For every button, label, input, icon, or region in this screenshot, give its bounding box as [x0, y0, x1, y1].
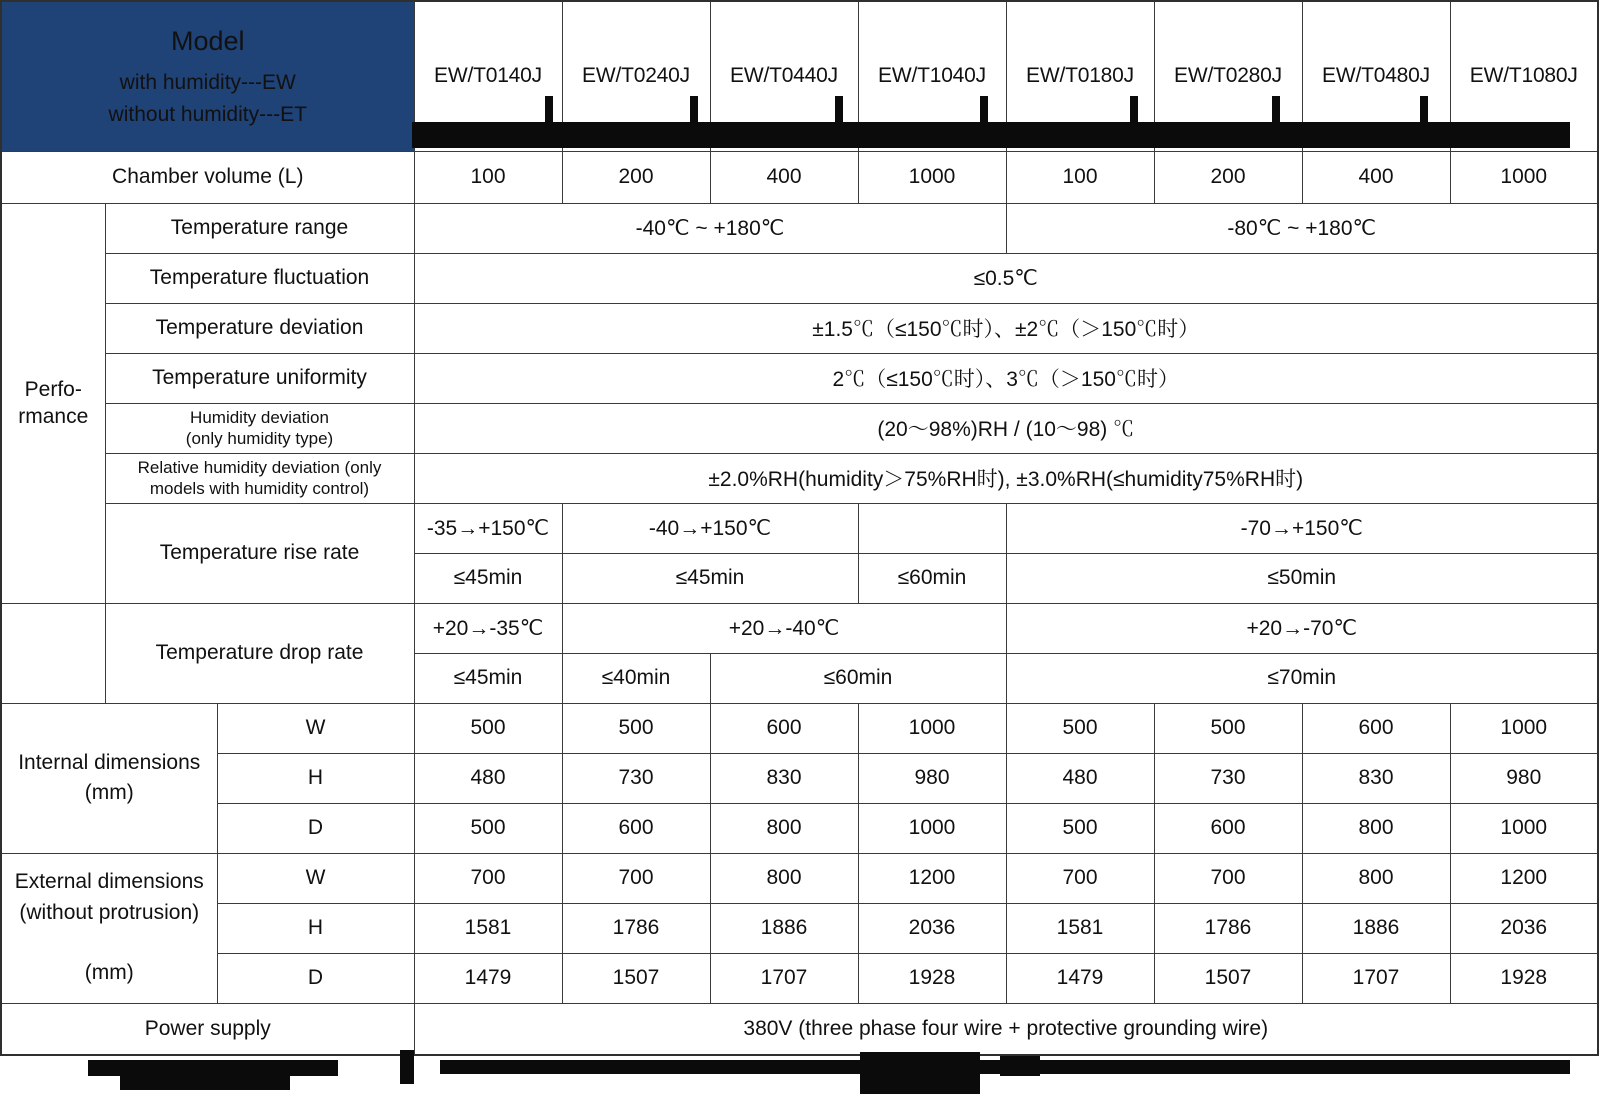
dim-letter-d: D: [217, 953, 414, 1003]
scan-artifact: [120, 1076, 290, 1090]
performance-label-line1: Perfo-: [24, 377, 82, 401]
cell-internal-d: 1000: [858, 803, 1006, 853]
table-row: [1, 703, 1598, 753]
scan-artifact: [980, 96, 988, 126]
row-label-power-supply: Power supply: [1, 1003, 414, 1055]
model-column-header: EW/T0140J: [414, 1, 562, 151]
scan-artifact: [1000, 1056, 1040, 1076]
table-row: [1, 253, 1598, 303]
cell-external-w: 1200: [858, 853, 1006, 903]
cell-external-h: 1581: [414, 903, 562, 953]
cell-chamber-volume: 400: [710, 151, 858, 203]
model-column-header: EW/T0280J: [1154, 1, 1302, 151]
cell-internal-w: 500: [1154, 703, 1302, 753]
table-row: [1, 353, 1598, 403]
cell-temperature-rise-range: -40→+150℃: [562, 503, 858, 553]
cell-temperature-rise-time: ≤60min: [858, 553, 1006, 603]
external-dimensions-label-line2: (without protrusion): [19, 900, 200, 924]
cell-external-w: 700: [414, 853, 562, 903]
cell-power-supply: 380V (three phase four wire + protective grounding wire): [414, 1003, 1598, 1055]
scan-artifact: [860, 1052, 980, 1094]
table-row: [1, 203, 1598, 253]
cell-temperature-fluctuation: ≤0.5℃: [414, 253, 1598, 303]
table-row: [1, 1003, 1598, 1055]
model-column-header: EW/T1080J: [1450, 1, 1598, 151]
table-row: [1, 303, 1598, 353]
row-label-humidity-deviation: [105, 403, 414, 453]
cell-temperature-drop-time: ≤60min: [710, 653, 1006, 703]
dim-letter-w: W: [217, 853, 414, 903]
cell-internal-w: 1000: [1450, 703, 1598, 753]
external-dimensions-label-line1: External dimensions: [14, 870, 204, 894]
scan-artifact: [835, 96, 843, 126]
cell-internal-w: 500: [1006, 703, 1154, 753]
cell-internal-d: 500: [414, 803, 562, 853]
row-label-performance: [1, 203, 105, 603]
model-column-header: EW/T0440J: [710, 1, 858, 151]
cell-external-d: 1707: [710, 953, 858, 1003]
internal-dimensions-label-line2: (mm): [84, 781, 134, 804]
cell-temperature-range-right: -80℃ ~ +180℃: [1006, 203, 1598, 253]
cell-internal-d: 1000: [1450, 803, 1598, 853]
cell-internal-h: 830: [710, 753, 858, 803]
cell-internal-w: 600: [710, 703, 858, 753]
model-column-header: EW/T1040J: [858, 1, 1006, 151]
model-column-header: EW/T0240J: [562, 1, 710, 151]
scan-artifact: [1272, 96, 1280, 126]
cell-chamber-volume: 1000: [1450, 151, 1598, 203]
cell-external-h: 1581: [1006, 903, 1154, 953]
model-title: Model: [170, 25, 245, 56]
cell-internal-h: 730: [562, 753, 710, 803]
cell-external-d: 1479: [414, 953, 562, 1003]
cell-humidity-deviation: (20～98%)RH / (10～98) ℃: [414, 403, 1598, 453]
row-label-external-dimensions: [1, 853, 217, 1003]
cell-external-w: 700: [562, 853, 710, 903]
cell-internal-h: 980: [858, 753, 1006, 803]
model-column-header: EW/T0180J: [1006, 1, 1154, 151]
table-row: [1, 403, 1598, 453]
cell-temperature-deviation: ±1.5℃（≤150℃时）、±2℃（＞150℃时）: [414, 303, 1598, 353]
scan-artifact: [400, 1050, 414, 1084]
relative-humidity-label-line1: Relative humidity deviation (only: [137, 457, 382, 477]
cell-temperature-uniformity: 2℃（≤150℃时）、3℃（＞150℃时）: [414, 353, 1598, 403]
scan-artifact: [412, 122, 1570, 148]
cell-internal-w: 500: [562, 703, 710, 753]
scan-artifact: [1420, 96, 1428, 126]
cell-internal-d: 600: [562, 803, 710, 853]
cell-internal-d: 600: [1154, 803, 1302, 853]
cell-temperature-rise-range: -35→+150℃: [414, 503, 562, 553]
spacer-performance-cell: [1, 603, 105, 653]
table-row: [1, 803, 1598, 853]
cell-temperature-drop-range: +20→-70℃: [1006, 603, 1598, 653]
scan-artifact: [690, 96, 698, 126]
cell-internal-h: 480: [1006, 753, 1154, 803]
cell-external-h: 1786: [1154, 903, 1302, 953]
humidity-deviation-label-line2: (only humidity type): [185, 429, 334, 448]
table-row: [1, 903, 1598, 953]
cell-external-w: 700: [1006, 853, 1154, 903]
cell-external-w: 800: [1302, 853, 1450, 903]
cell-external-h: 1886: [1302, 903, 1450, 953]
table-row: [1, 503, 1598, 553]
cell-internal-w: 1000: [858, 703, 1006, 753]
table-row: [1, 953, 1598, 1003]
cell-relative-humidity-deviation: ±2.0%RH(humidity＞75%RH时), ±3.0%RH(≤humidity75%RH时): [414, 453, 1598, 503]
cell-chamber-volume: 1000: [858, 151, 1006, 203]
cell-external-d: 1707: [1302, 953, 1450, 1003]
cell-external-d: 1507: [562, 953, 710, 1003]
cell-internal-h: 980: [1450, 753, 1598, 803]
cell-chamber-volume: 200: [1154, 151, 1302, 203]
external-dimensions-label-line3: (mm): [84, 961, 134, 985]
performance-label-line2: rmance: [18, 405, 89, 428]
cell-temperature-rise-range: -70→+150℃: [1006, 503, 1598, 553]
cell-chamber-volume: 100: [1006, 151, 1154, 203]
cell-external-d: 1928: [1450, 953, 1598, 1003]
cell-temperature-range-left: -40℃ ~ +180℃: [414, 203, 1006, 253]
cell-internal-d: 500: [1006, 803, 1154, 853]
row-label-chamber-volume: Chamber volume (L): [1, 151, 414, 203]
relative-humidity-label-line2: models with humidity control): [149, 479, 370, 498]
dim-letter-d: D: [217, 803, 414, 853]
row-label-temperature-uniformity: Temperature uniformity: [105, 353, 414, 403]
row-label-internal-dimensions: [1, 703, 217, 853]
cell-temperature-rise-time: ≤45min: [414, 553, 562, 603]
cell-external-d: 1479: [1006, 953, 1154, 1003]
table-row: [1, 603, 1598, 653]
cell-external-h: 2036: [858, 903, 1006, 953]
spacer-performance-cell: [1, 653, 105, 703]
scan-artifact: [545, 96, 553, 126]
cell-external-d: 1507: [1154, 953, 1302, 1003]
cell-temperature-rise-time: ≤50min: [1006, 553, 1598, 603]
humidity-deviation-label-line1: Humidity deviation: [190, 407, 329, 427]
cell-external-w: 700: [1154, 853, 1302, 903]
cell-temperature-drop-range: +20→-40℃: [562, 603, 1006, 653]
table-row: [1, 853, 1598, 903]
cell-internal-d: 800: [1302, 803, 1450, 853]
cell-temperature-rise-time: ≤45min: [562, 553, 858, 603]
cell-internal-w: 600: [1302, 703, 1450, 753]
model-subtitle-ew: with humidity---EW: [119, 70, 296, 94]
row-label-temperature-drop-rate: Temperature drop rate: [105, 603, 414, 703]
cell-chamber-volume: 100: [414, 151, 562, 203]
table-row: [1, 453, 1598, 503]
model-subtitle-et: without humidity---ET: [108, 103, 307, 127]
cell-chamber-volume: 400: [1302, 151, 1450, 203]
cell-internal-w: 500: [414, 703, 562, 753]
table-row: [1, 151, 1598, 203]
cell-internal-d: 800: [710, 803, 858, 853]
cell-chamber-volume: 200: [562, 151, 710, 203]
cell-temperature-drop-time: ≤70min: [1006, 653, 1598, 703]
table-row: [1, 753, 1598, 803]
internal-dimensions-label-line1: Internal dimensions: [18, 750, 201, 774]
row-label-temperature-range: Temperature range: [105, 203, 414, 253]
scan-artifact: [88, 1060, 338, 1076]
cell-external-d: 1928: [858, 953, 1006, 1003]
cell-temperature-drop-range: +20→-35℃: [414, 603, 562, 653]
cell-temperature-drop-time: ≤45min: [414, 653, 562, 703]
cell-external-w: 800: [710, 853, 858, 903]
scan-artifact: [1130, 96, 1138, 126]
cell-internal-h: 730: [1154, 753, 1302, 803]
dim-letter-h: H: [217, 903, 414, 953]
row-label-relative-humidity-deviation: [105, 453, 414, 503]
cell-temperature-rise-range-spacer: [858, 503, 1006, 553]
model-header-cell: [1, 1, 414, 151]
cell-external-w: 1200: [1450, 853, 1598, 903]
row-label-temperature-rise-rate: Temperature rise rate: [105, 503, 414, 603]
cell-internal-h: 830: [1302, 753, 1450, 803]
cell-external-h: 1786: [562, 903, 710, 953]
model-column-header: EW/T0480J: [1302, 1, 1450, 151]
cell-external-h: 2036: [1450, 903, 1598, 953]
row-label-temperature-fluctuation: Temperature fluctuation: [105, 253, 414, 303]
row-label-temperature-deviation: Temperature deviation: [105, 303, 414, 353]
dim-letter-h: H: [217, 753, 414, 803]
dim-letter-w: W: [217, 703, 414, 753]
cell-internal-h: 480: [414, 753, 562, 803]
cell-external-h: 1886: [710, 903, 858, 953]
cell-temperature-drop-time: ≤40min: [562, 653, 710, 703]
